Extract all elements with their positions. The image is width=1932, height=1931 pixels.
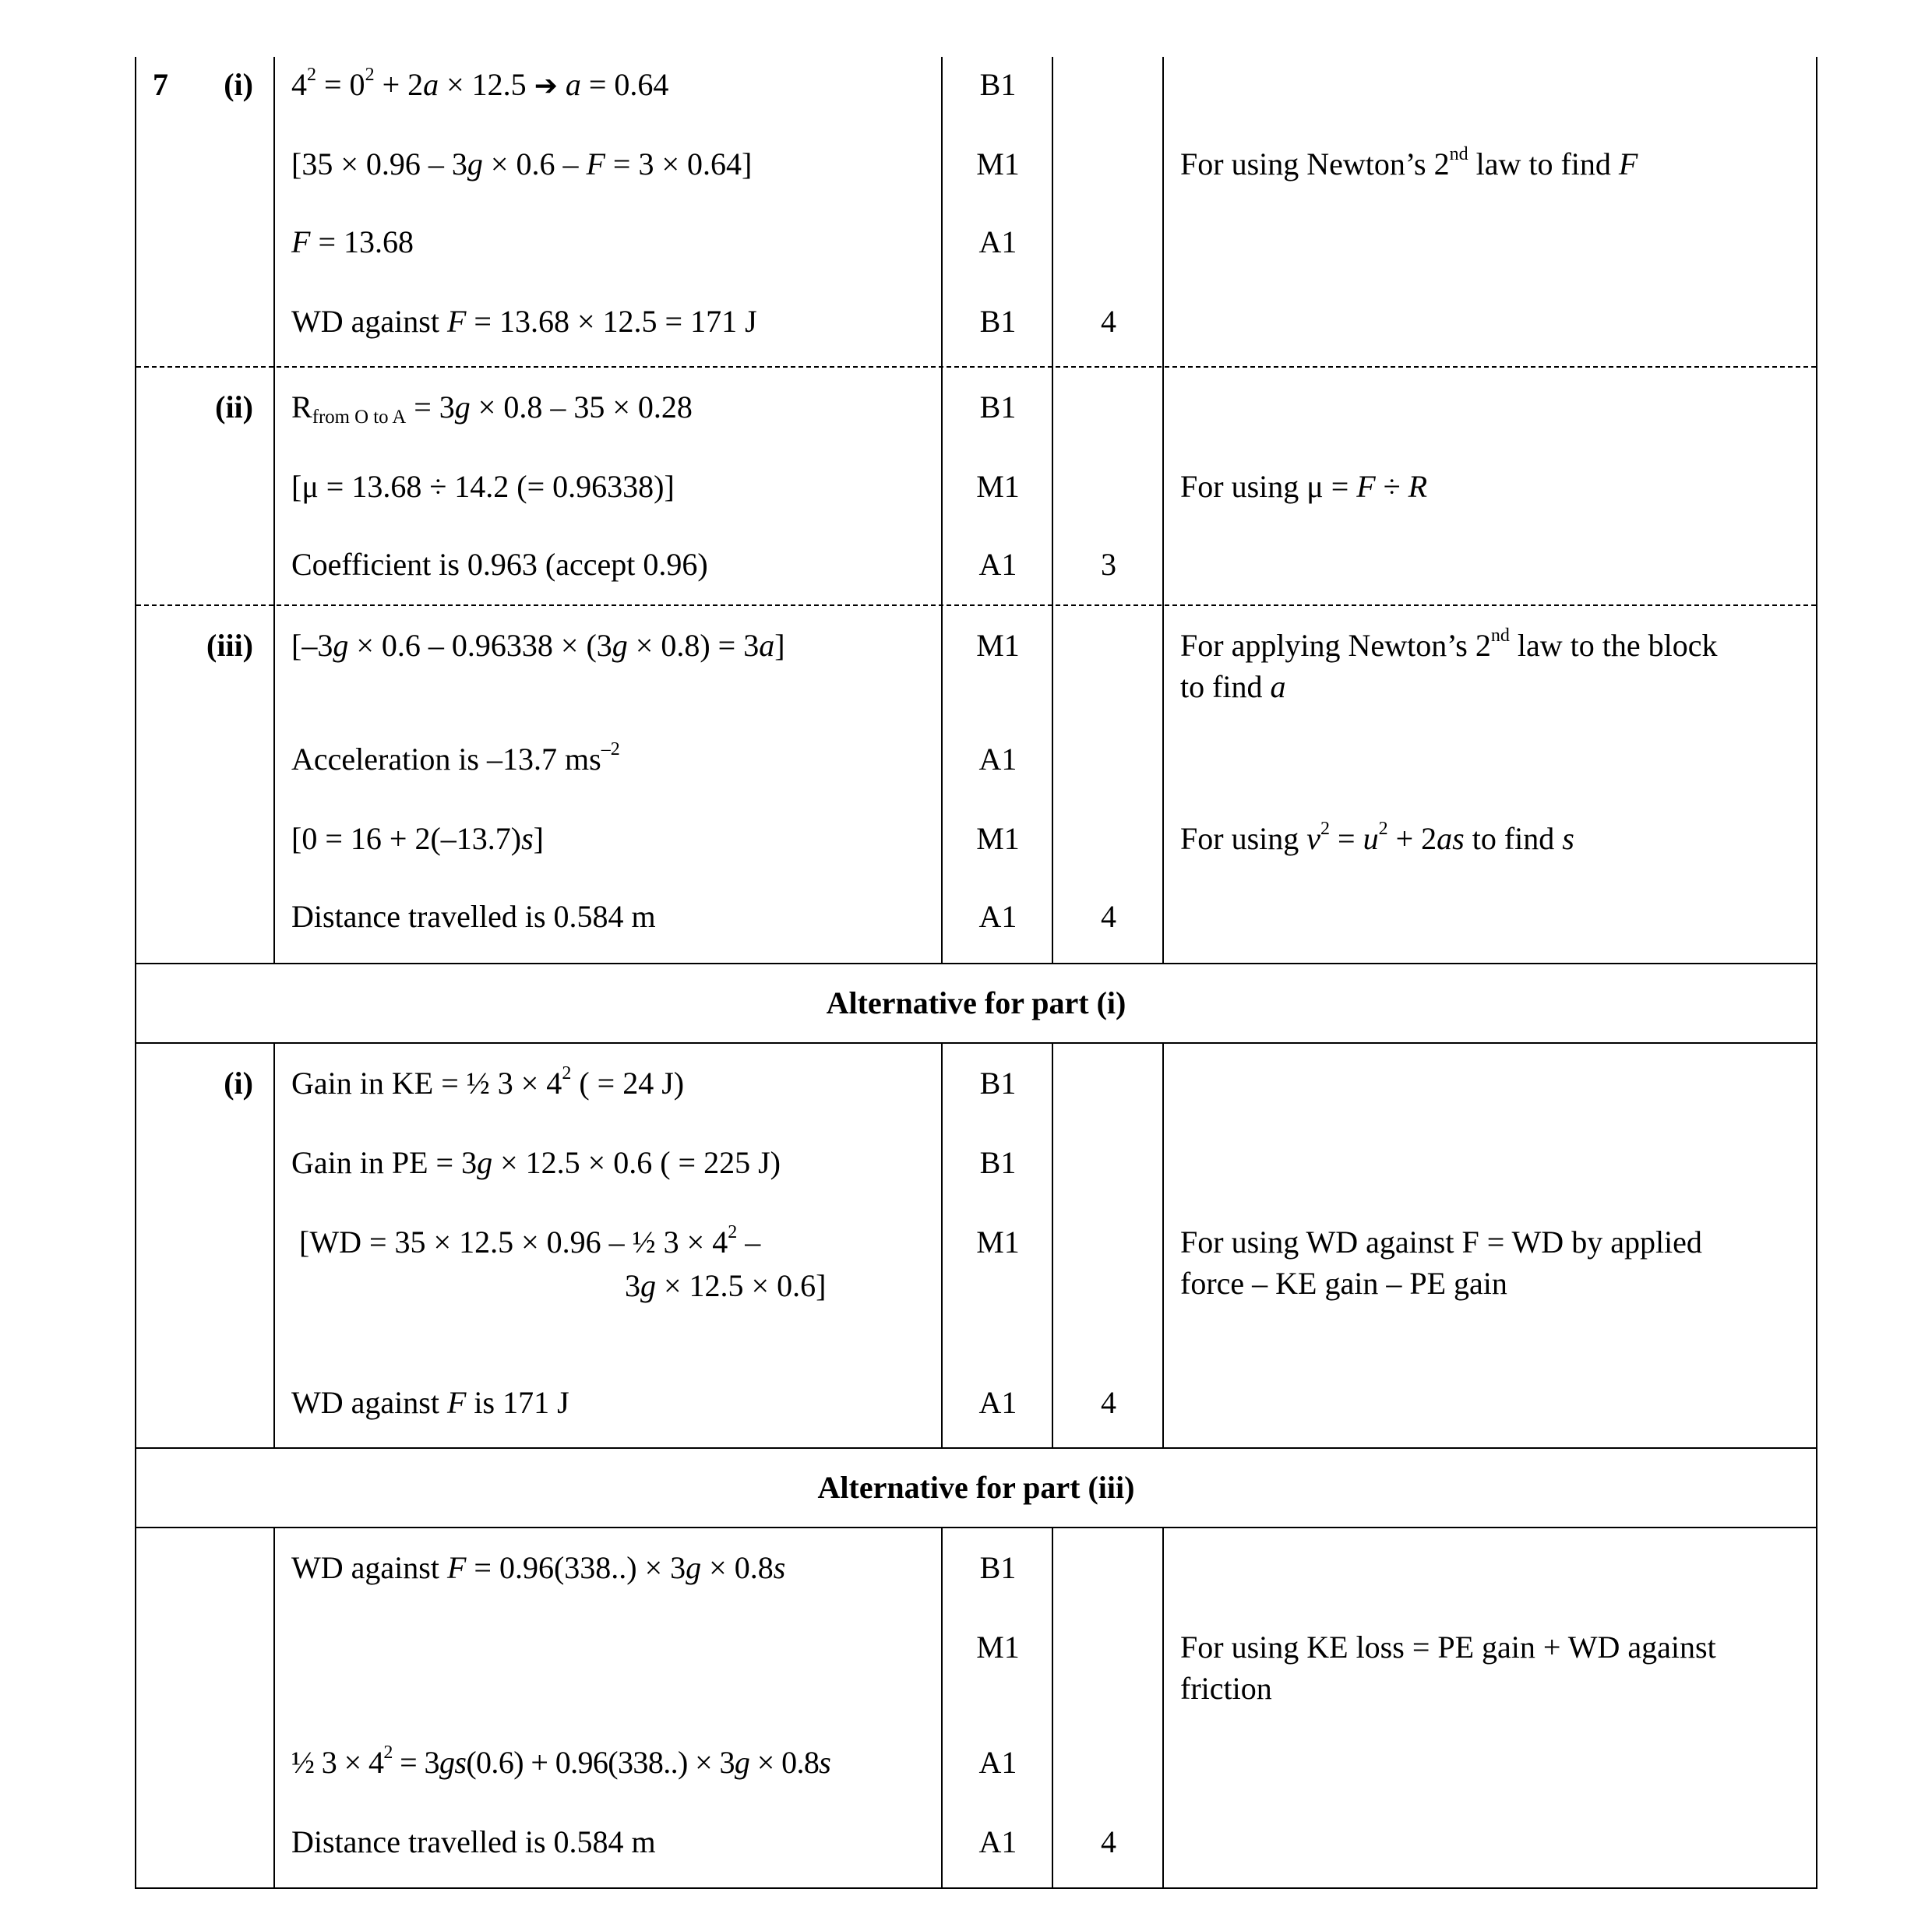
part-label: (iii): [206, 628, 253, 663]
working-line: WD against F is 171 J: [291, 1385, 569, 1420]
mark-code: M1: [976, 1630, 1020, 1665]
working-line: $4^2 = 0^2 + 2a \times 12.5$ ➔ a = 0.64: [291, 64, 669, 102]
working-line: WD against F = 0.96(338..) × 3g × 0.8s: [291, 1550, 786, 1585]
working-line: [–3g × 0.6 – 0.96338 × (3g × 0.8) = 3a]: [291, 628, 785, 663]
part-separator: [136, 366, 1816, 368]
mark-code: B1: [979, 1066, 1017, 1101]
column-divider: [273, 1043, 275, 1448]
mark-code: B1: [979, 1145, 1017, 1180]
row-rule: [136, 1042, 1816, 1044]
mark-code: A1: [978, 1745, 1017, 1780]
row-rule: [136, 1527, 1816, 1528]
row-rule: [136, 963, 1816, 964]
mark-code: M1: [976, 628, 1020, 663]
guidance-note: For using KE loss = PE gain + WD against friction: [1180, 1630, 1716, 1706]
column-divider: [1162, 57, 1164, 964]
mark-code: A1: [978, 1385, 1017, 1420]
mark-code: M1: [976, 469, 1020, 504]
guidance-note: For using μ = F ÷ R: [1180, 469, 1428, 504]
mark-code: M1: [976, 1224, 1020, 1260]
guidance-note: For using $v^2 = u^2 + 2as$ to find s: [1180, 818, 1574, 856]
mark-scheme-table: [135, 57, 1817, 1889]
working-line: ½ $3 \times 4^2 = 3gs(0.6) + 0.96(338..) \times 3g \times 0.8s$: [291, 1742, 831, 1780]
part-total: 4: [1101, 304, 1116, 339]
part-total: 3: [1101, 547, 1116, 582]
part-label: (i): [224, 1066, 253, 1101]
working-line: Acceleration is –13.7 $ms^{-2}$: [291, 738, 620, 777]
section-header: Alternative for part (iii): [817, 1470, 1135, 1505]
working-line: Gain in PE = 3g × 12.5 × 0.6 ( = 225 J): [291, 1145, 781, 1180]
mark-code: A1: [978, 742, 1017, 777]
mark-code: M1: [976, 146, 1020, 181]
mark-code: A1: [978, 547, 1017, 582]
section-header: Alternative for part (i): [826, 985, 1126, 1020]
row-rule: [136, 1447, 1816, 1449]
question-number: 7: [153, 67, 168, 102]
column-divider: [273, 57, 275, 964]
part-total: 4: [1101, 1385, 1116, 1420]
mark-code: B1: [979, 67, 1017, 102]
mark-code: B1: [979, 389, 1017, 425]
working-line-continued: 3g × 12.5 × 0.6]: [625, 1268, 827, 1303]
working-line: WD against F = 13.68 × 12.5 = 171 J: [291, 304, 757, 339]
part-label: (ii): [215, 389, 253, 425]
working-line: [0 = 16 + 2(–13.7)s]: [291, 821, 544, 856]
working-line: Gain in KE = ½ $3 \times 4^2$ ( = 24 J): [291, 1062, 685, 1101]
column-divider: [273, 1528, 275, 1889]
working-line: Distance travelled is 0.584 m: [291, 1824, 656, 1859]
mark-code: A1: [978, 1824, 1017, 1859]
mark-code: M1: [976, 821, 1020, 856]
guidance-note: For using WD against F = WD by applied force – KE gain – PE gain: [1180, 1224, 1702, 1301]
working-line: $R_{from O to A} = 3g \times 0.8 - 35 \times 0.28$: [291, 389, 693, 428]
part-total: 4: [1101, 899, 1116, 934]
working-line: Coefficient is 0.963 (accept 0.96): [291, 547, 708, 582]
guidance-note: For applying Newton’s 2nd law to the block to find a: [1180, 625, 1718, 704]
mark-code: A1: [978, 224, 1017, 259]
part-separator: [136, 604, 1816, 606]
mark-code: B1: [979, 1550, 1017, 1585]
working-line: [35 × 0.96 – 3g × 0.6 – F = 3 × 0.64]: [291, 146, 753, 181]
working-line: [WD = 35 × 12.5 × 0.96 – ½ $3 \times 4^2$ –: [299, 1221, 761, 1260]
part-label: (i): [224, 67, 253, 102]
working-line: [μ = 13.68 ÷ 14.2 (= 0.96338)]: [291, 469, 675, 504]
guidance-note: For using Newton’s 2nd law to find F: [1180, 143, 1638, 181]
working-line: Distance travelled is 0.584 m: [291, 899, 656, 934]
working-line: F = 13.68: [291, 224, 414, 259]
mark-code: A1: [978, 899, 1017, 934]
mark-code: B1: [979, 304, 1017, 339]
part-total: 4: [1101, 1824, 1116, 1859]
